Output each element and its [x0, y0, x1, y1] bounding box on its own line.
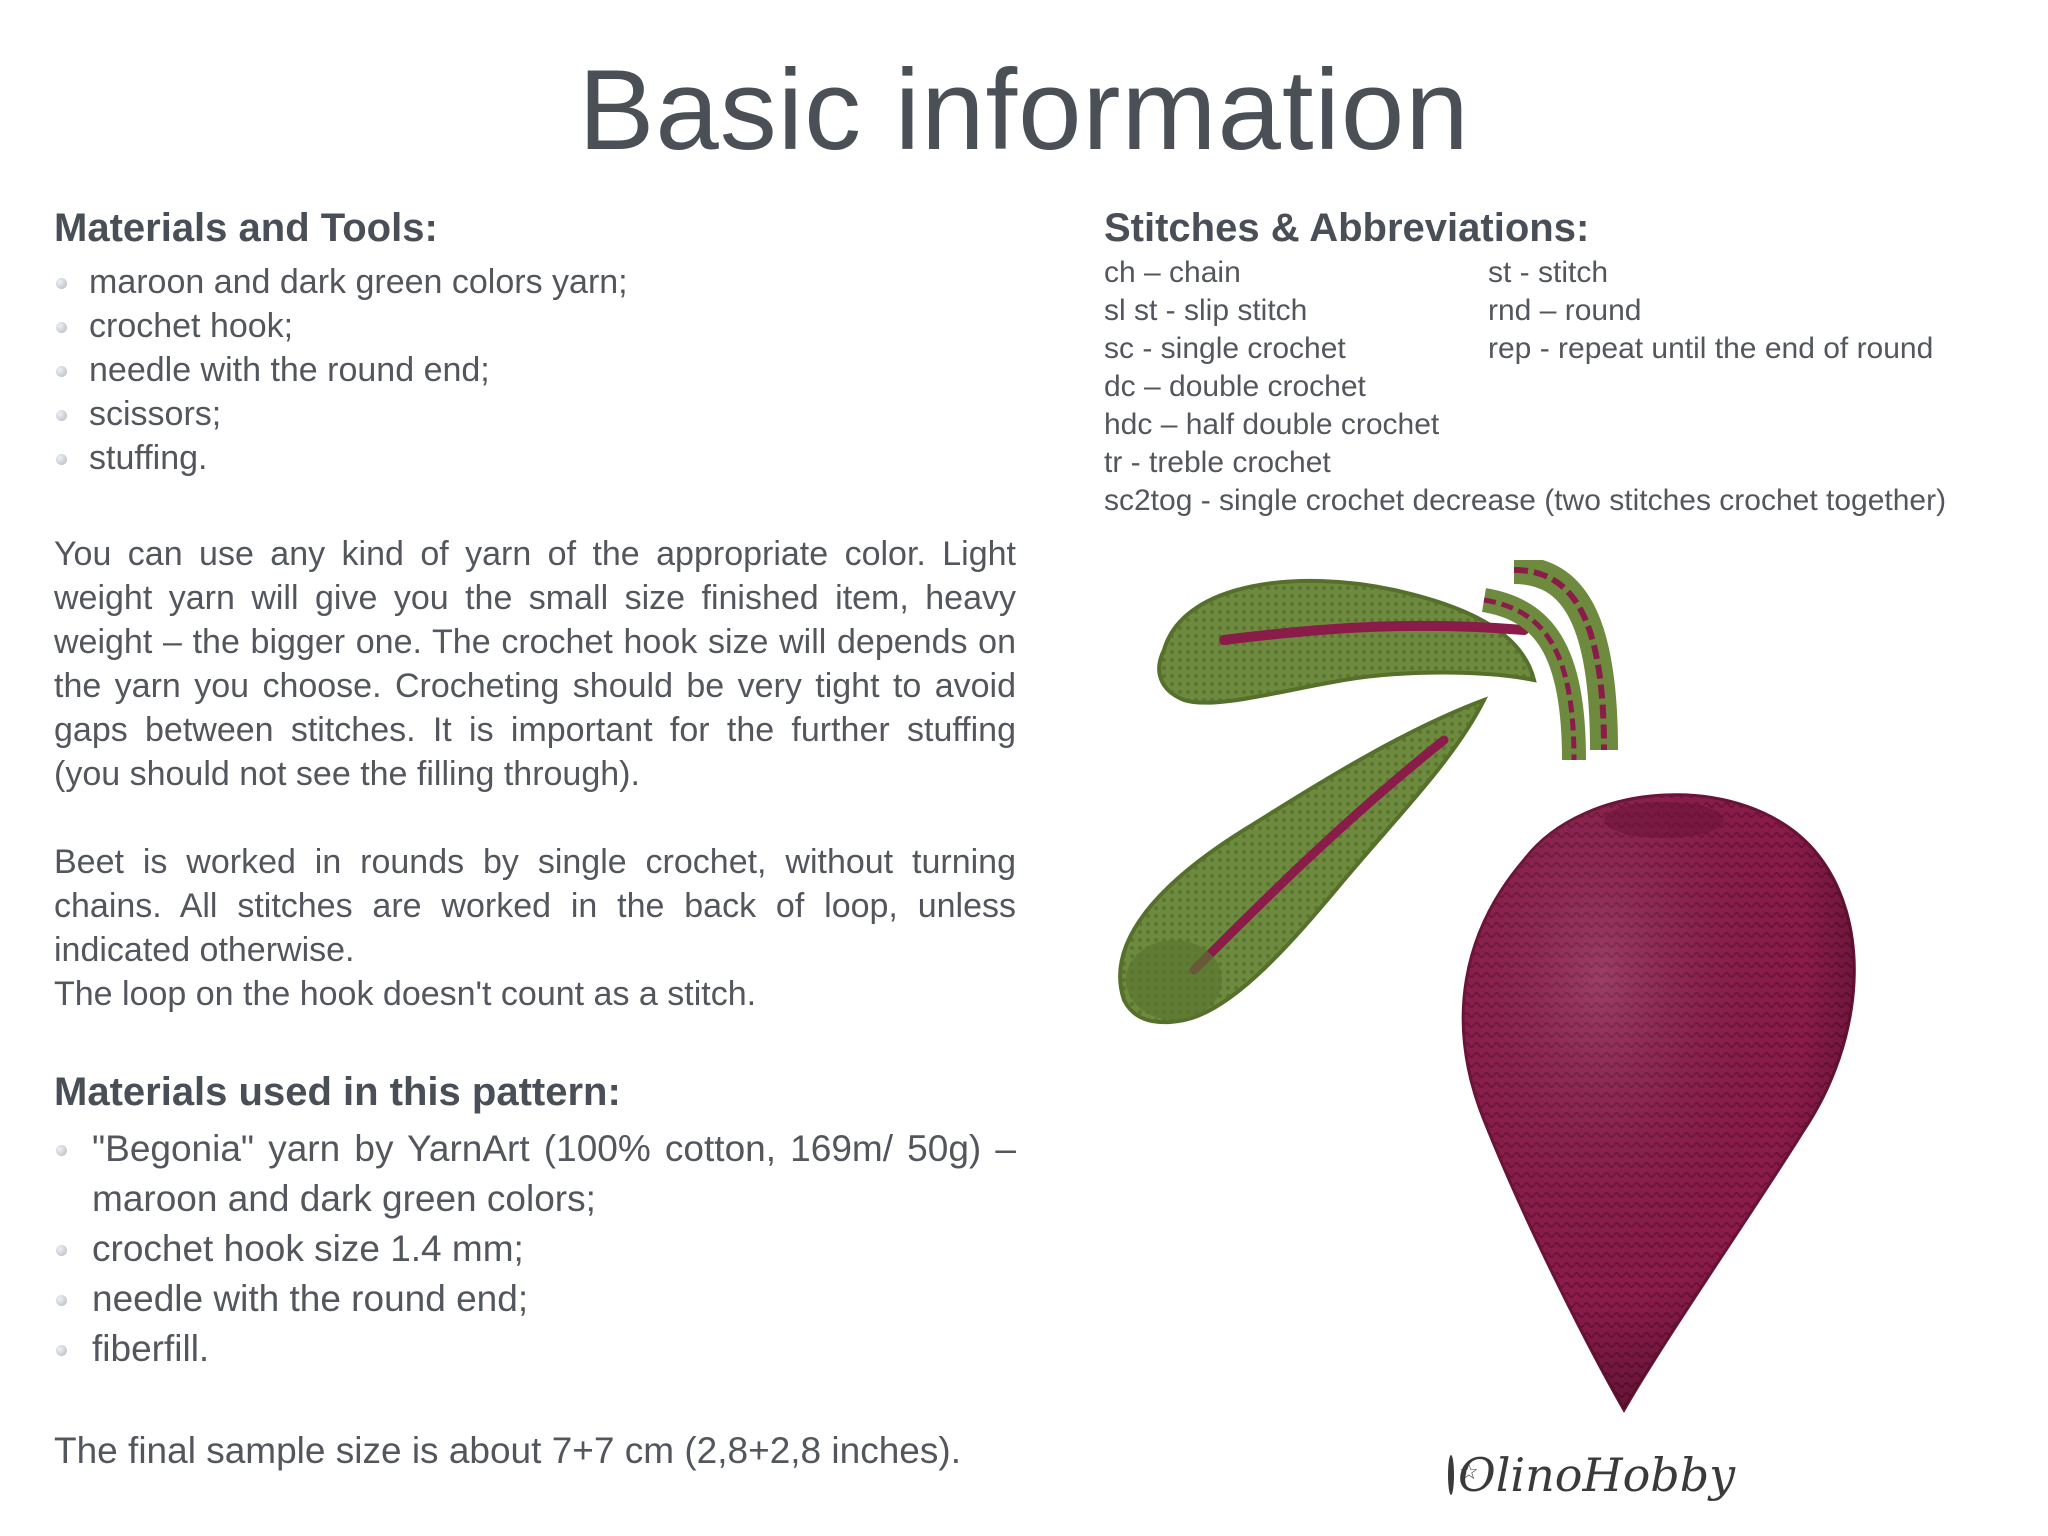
final-size-paragraph: The final sample size is about 7+7 cm (2,8+2,8 inches). — [54, 1430, 961, 1471]
abbreviation: ch – chain — [1104, 256, 1241, 289]
loop-paragraph: The loop on the hook doesn't count as a stitch. — [54, 975, 757, 1013]
abbreviation-long: sc2tog - single crochet decrease (two stitches crochet together) — [1104, 484, 1947, 517]
olinohobby-logo — [1448, 1440, 1736, 1510]
stitches-heading: Stitches & Abbreviations: — [1104, 206, 1590, 250]
logo-text: OlinoHobby — [1458, 1448, 1736, 1502]
rounds-paragraph: Beet is worked in rounds by single crochet, without turning chains. All stitches are worked in the back of loop, unless indicated otherwise. — [54, 843, 1016, 969]
materials-used-heading: Materials used in this pattern: — [54, 1070, 621, 1114]
list-item: crochet hook size 1.4 mm; — [54, 1224, 1016, 1274]
abbreviations-column-2 — [1488, 254, 2024, 482]
page-title: Basic information — [578, 47, 1470, 174]
list-item: stuffing. — [54, 436, 1016, 480]
abbreviation: rnd – round — [1488, 294, 1642, 327]
yarn-paragraph: You can use any kind of yarn of the appropriate color. Light weight yarn will give you the small size finished item, heavy weight – the bigger one. The crochet hook size will depends on the yarn you choose. Crocheting should be very tight to avoid gaps between stitches. It is important for the further stuffing (you should not see the filling through). — [54, 535, 1016, 793]
abbreviation: st - stitch — [1488, 256, 1609, 289]
left-column — [54, 204, 1016, 1476]
beet-illustration — [1104, 560, 1984, 1440]
abbreviations-column-1 — [1104, 254, 1488, 482]
list-item: needle with the round end; — [54, 1274, 1016, 1324]
list-item: "Begonia" yarn by YarnArt (100% cotton, 169m/ 50g) – maroon and dark green colors; — [54, 1124, 1016, 1224]
abbreviation: rep - repeat until the end of round — [1488, 332, 1934, 365]
list-item: scissors; — [54, 392, 1016, 436]
abbreviation: sc - single crochet — [1104, 332, 1346, 365]
materials-tools-heading: Materials and Tools: — [54, 206, 438, 250]
upper-leaf — [1159, 581, 1534, 703]
abbreviations-grid — [1104, 254, 2024, 482]
list-item: crochet hook; — [54, 304, 1016, 348]
beet-photo — [1104, 560, 1984, 1440]
right-column — [1104, 204, 2024, 520]
list-item: maroon and dark green colors yarn; — [54, 260, 1016, 304]
list-item: needle with the round end; — [54, 348, 1016, 392]
materials-tools-list — [54, 260, 1016, 480]
star-icon — [1448, 1455, 1454, 1495]
materials-used-list — [54, 1124, 1016, 1374]
list-item: fiberfill. — [54, 1324, 1016, 1374]
abbreviation: dc – double crochet — [1104, 370, 1366, 403]
abbreviation: sl st - slip stitch — [1104, 294, 1308, 327]
abbreviation: tr - treble crochet — [1104, 446, 1331, 479]
abbreviation: hdc – half double crochet — [1104, 408, 1440, 441]
